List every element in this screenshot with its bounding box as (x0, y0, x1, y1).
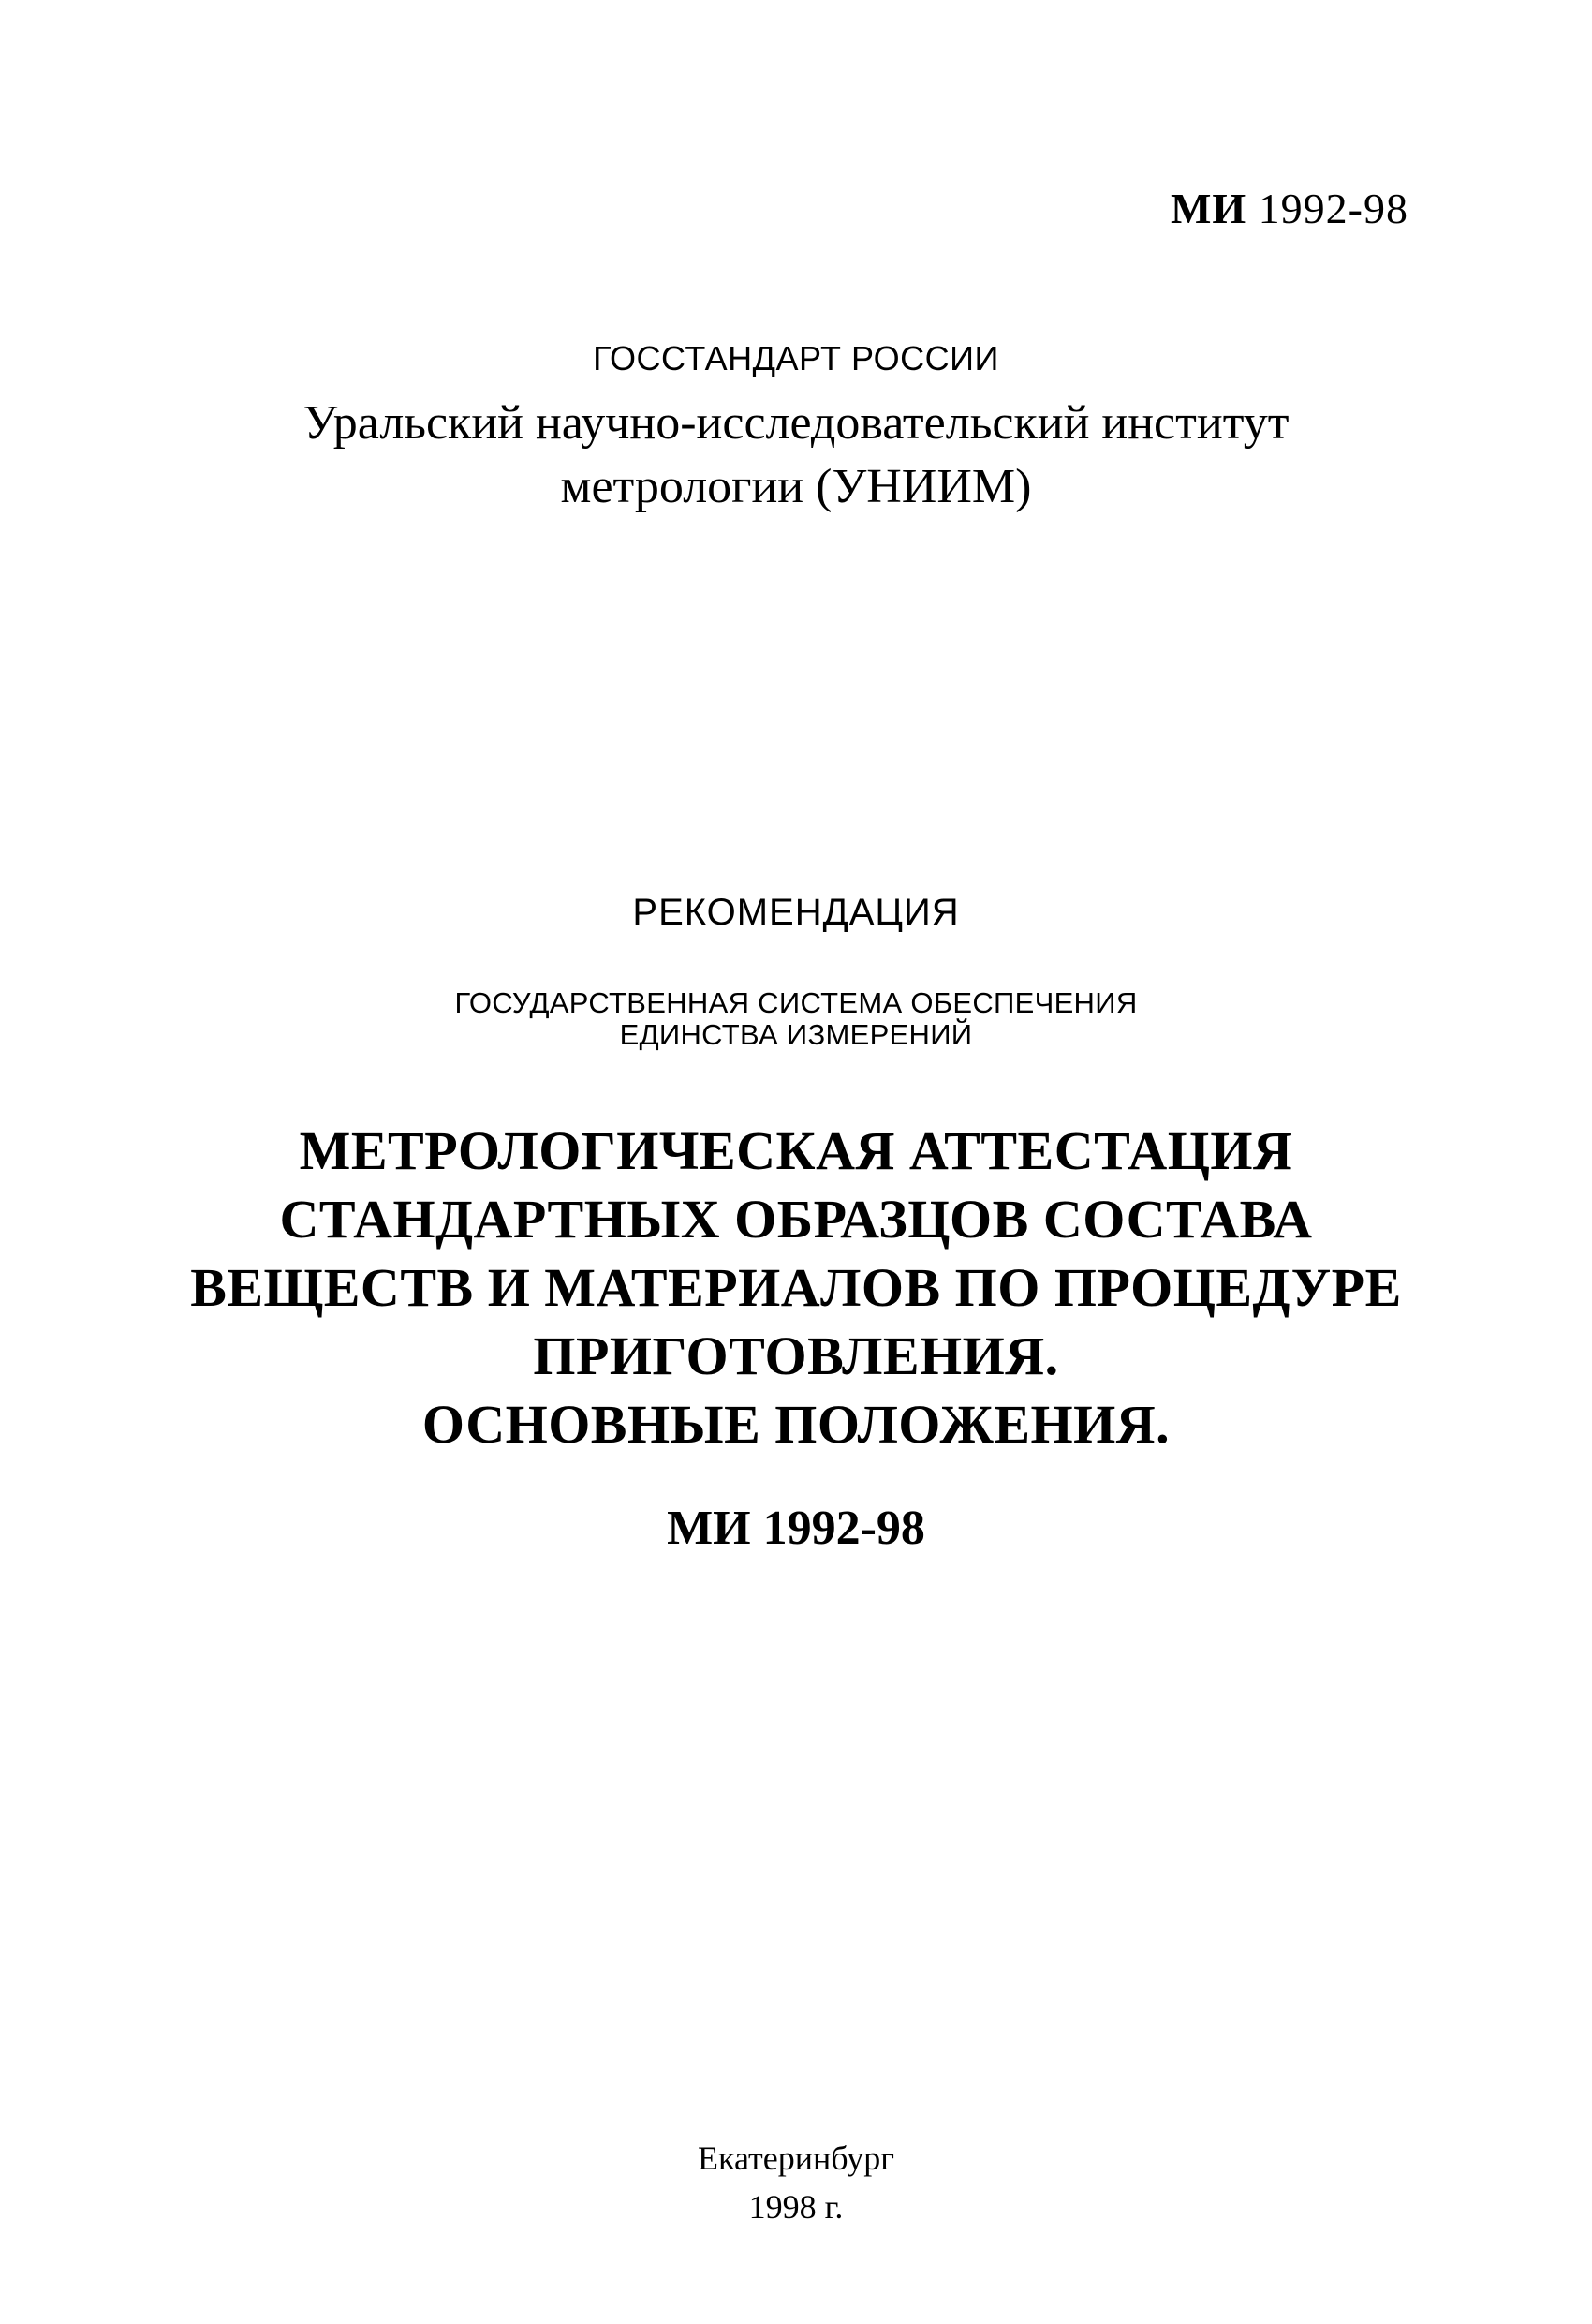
document-type: РЕКОМЕНДАЦИЯ (632, 892, 960, 933)
standard-system-line: ЕДИНСТВА ИЗМЕРЕНИЙ (619, 1018, 973, 1051)
document-code-prefix: МИ (1170, 185, 1247, 232)
agency-name: ГОССТАНДАРТ РОССИИ (593, 339, 999, 377)
document-title-line: МЕТРОЛОГИЧЕСКАЯ АТТЕСТАЦИЯ (299, 1120, 1293, 1181)
standard-system-line: ГОСУДАРСТВЕННАЯ СИСТЕМА ОБЕСПЕЧЕНИЯ (454, 986, 1138, 1019)
standard-system (0, 987, 1592, 1051)
document-code-number: 1992-98 (1258, 185, 1408, 232)
publication-year: 1998 г. (748, 2188, 844, 2226)
document-title (0, 1117, 1592, 1458)
document-title-line: СТАНДАРТНЫХ ОБРАЗЦОВ СОСТАВА (279, 1189, 1313, 1250)
document-title-line: ОСНОВНЫЕ ПОЛОЖЕНИЯ. (421, 1394, 1171, 1455)
institute-name (0, 392, 1592, 519)
document-title-line: ВЕЩЕСТВ И МАТЕРИАЛОВ ПО ПРОЦЕДУРЕ (190, 1257, 1402, 1318)
institute-name-line: Уральский научно-исследовательский институт (302, 396, 1290, 450)
publication-city: Екатеринбург (698, 2139, 894, 2177)
publication-info (0, 2134, 1592, 2231)
document-code: МИ 1992-98 (667, 1502, 925, 1555)
document-title-line: ПРИГОТОВЛЕНИЯ. (533, 1325, 1059, 1386)
document-code-header (1171, 184, 1408, 233)
institute-name-line: метрологии (УНИИМ) (560, 460, 1032, 513)
